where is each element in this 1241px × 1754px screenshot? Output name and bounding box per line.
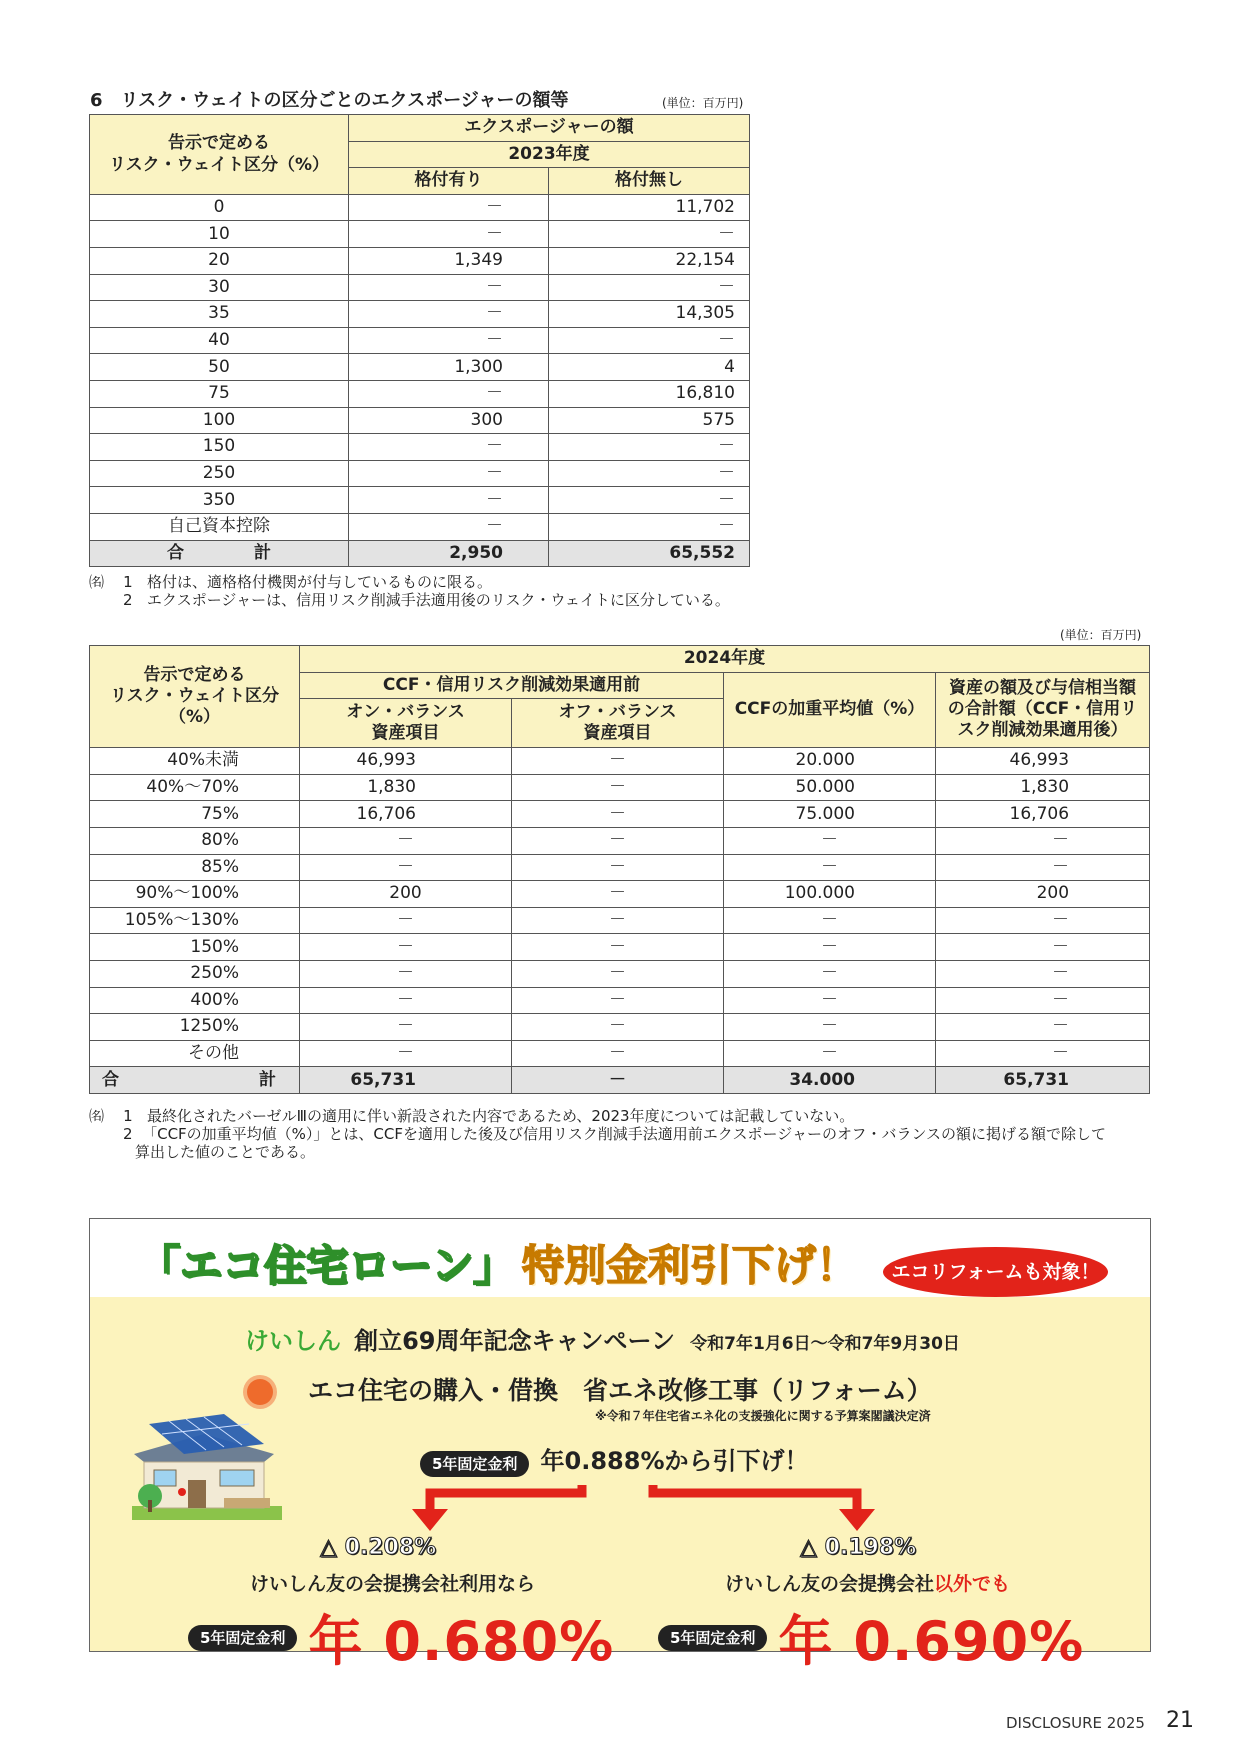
right-rate: 年 0.690% <box>778 1610 1085 1673</box>
loan-subject-note: ※令和７年住宅省エネ化の支援強化に関する予算案閣議決定済 <box>595 1409 931 1423</box>
left-reduction: △ 0.208% <box>320 1535 437 1560</box>
table-row: 105%～130% － － － － <box>90 907 1150 934</box>
section1-title: 6 リスク・ウェイトの区分ごとのエクスポージャーの額等 <box>90 90 569 111</box>
table-row: 400% － － － － <box>90 987 1150 1014</box>
banner-title-orange: 特別金利引下げ！ <box>522 1241 859 1290</box>
rated-header: 格付有り <box>349 168 549 195</box>
table-row: 10 － － <box>90 221 750 248</box>
left-rate: 年 0.680% <box>308 1610 615 1673</box>
exposure-group-header: エクスポージャーの額 <box>349 115 750 142</box>
table-row: その他 － － － － <box>90 1040 1150 1067</box>
campaign-line <box>245 1321 960 1356</box>
on-balance-header: オン・バランス 資産項目 <box>300 699 512 748</box>
off-balance-header: オフ・バランス 資産項目 <box>512 699 724 748</box>
year-header-2024: 2024年度 <box>300 646 1150 673</box>
table-row: 150 － － <box>90 434 750 461</box>
section1-unit: (単位：百万円) <box>662 96 744 110</box>
section2-unit: (単位：百万円) <box>1060 628 1142 642</box>
table-row: 1250% － － － － <box>90 1014 1150 1041</box>
table-row: 自己資本控除 － － <box>90 513 750 540</box>
table-row: 250 － － <box>90 460 750 487</box>
table-row: 20 1,349 22,154 <box>90 247 750 274</box>
left-condition: けいしん友の会提携会社利用なら <box>250 1573 536 1595</box>
eco-reform-badge: エコリフォームも対象！ <box>883 1247 1108 1297</box>
table-row: 85% － － － － <box>90 854 1150 881</box>
table-row: 0 － 11,702 <box>90 194 750 221</box>
loan-subject: エコ住宅の購入・借換 省エネ改修工事（リフォーム） <box>308 1376 932 1405</box>
footer-label: DISCLOSURE 2025 <box>1006 1714 1145 1732</box>
right-reduction: △ 0.198% <box>800 1535 917 1560</box>
sun-icon <box>240 1372 280 1412</box>
arrow-right-icon <box>645 1481 875 1537</box>
table-row: 100 300 575 <box>90 407 750 434</box>
table-row: 90%～100% 200 － 100.000 200 <box>90 881 1150 908</box>
table-row: 80% － － － － <box>90 827 1150 854</box>
unrated-header: 格付無し <box>549 168 750 195</box>
page-number: 21 <box>1166 1708 1194 1733</box>
post-ccf-header: 資産の額及び与信相当額 の合計額（CCF・信用リ スク削減効果適用後） <box>936 672 1150 748</box>
fixed-rate-label: 5年固定金利 <box>420 1451 529 1477</box>
table-row: 75% 16,706 － 75.000 16,706 <box>90 801 1150 828</box>
banner-title-green: 「エコ住宅ローン」 <box>138 1241 516 1290</box>
rw-header-2024: 告示で定める リスク・ウェイト区分 （%） <box>90 646 300 748</box>
brand-name: けいしん <box>245 1327 341 1355</box>
table-row: 40 － － <box>90 327 750 354</box>
campaign-period: 令和7年1月6日～令和7年9月30日 <box>690 1334 960 1354</box>
table-row: 40%未満 46,993 － 20.000 46,993 <box>90 748 1150 775</box>
exposure-table-2024 <box>89 645 1150 1094</box>
table-row: 35 － 14,305 <box>90 301 750 328</box>
section2-notes: ㈴ 1 最終化されたバーゼルⅢの適用に伴い新設された内容であるため、2023年度については記載していない。 2 「CCFの加重平均値（%）」とは、CCFを適用した後及び信用リスク削減手法適用前エクスポージャーのオフ・バランスの額に掲げる額で除して 算出した値のことである。 <box>89 1107 1107 1161</box>
eco-house-icon <box>124 1414 284 1524</box>
eco-loan-banner <box>89 1218 1151 1673</box>
total-row: 合 計 65,731 － 34.000 65,731 <box>90 1067 1150 1094</box>
pre-ccf-group-header: CCF・信用リスク削減効果適用前 <box>300 672 724 699</box>
right-condition: けいしん友の会提携会社以外でも <box>725 1573 1011 1595</box>
exposure-table-2023 <box>89 114 750 567</box>
fixed-rate-row <box>420 1441 809 1476</box>
base-rate: 年0.888%から引下げ！ <box>540 1447 809 1475</box>
table-row: 30 － － <box>90 274 750 301</box>
arrow-left-icon <box>360 1481 590 1537</box>
left-fixed-label: 5年固定金利 <box>188 1625 297 1651</box>
right-fixed-label: 5年固定金利 <box>658 1625 767 1651</box>
table-row: 250% － － － － <box>90 960 1150 987</box>
table-row: 50 1,300 4 <box>90 354 750 381</box>
year-header: 2023年度 <box>349 141 750 168</box>
rw-header: 告示で定める リスク・ウェイト区分（%） <box>90 115 349 195</box>
ccf-header: CCFの加重平均値（%） <box>724 672 936 748</box>
campaign-name: 創立69周年記念キャンペーン <box>354 1327 676 1355</box>
table-row: 75 － 16,810 <box>90 380 750 407</box>
total-row: 合 計 2,950 65,552 <box>90 540 750 567</box>
section1-notes: ㈴ 1 格付は、適格格付機関が付与しているものに限る。 2 エクスポージャーは、信用リスク削減手法適用後のリスク・ウェイトに区分している。 <box>89 573 730 609</box>
table-row: 40%～70% 1,830 － 50.000 1,830 <box>90 774 1150 801</box>
right-rate-row <box>658 1599 1084 1676</box>
table-row: 150% － － － － <box>90 934 1150 961</box>
left-rate-row <box>188 1599 614 1676</box>
table-row: 350 － － <box>90 487 750 514</box>
